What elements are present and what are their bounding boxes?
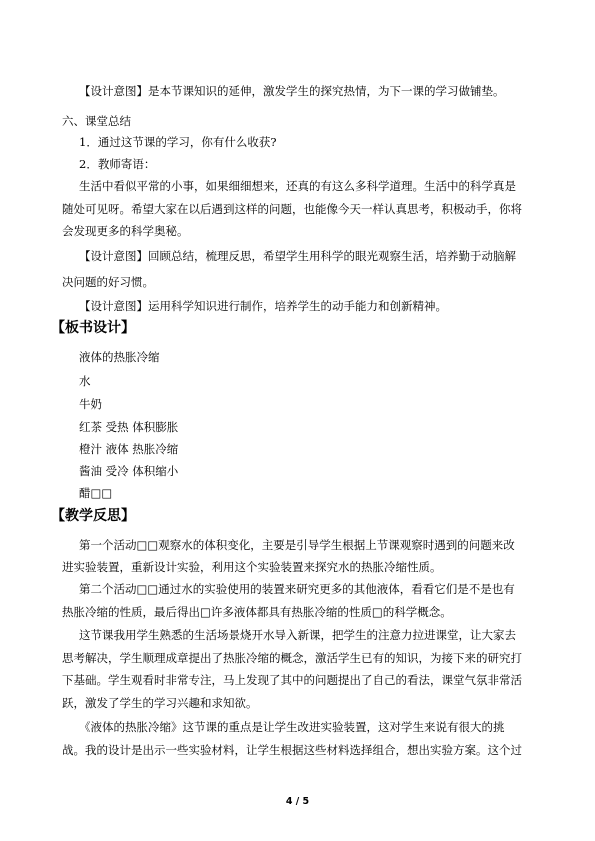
teaching-reflection-heading: 【教学反思】 bbox=[51, 508, 135, 524]
board-line: 橙汁 液体 热胀冷缩 bbox=[79, 442, 179, 456]
text-line: 1．通过这节课的学习，你有什么收获? bbox=[79, 135, 277, 149]
board-line: 酱油 受冷 体积缩小 bbox=[79, 464, 179, 478]
page-number: 4 / 5 bbox=[285, 796, 310, 807]
text-line: 【设计意图】回顾总结，梳理反思，希望学生用科学的眼光观察生活，培养勤于动脑解 bbox=[79, 249, 516, 263]
text-line: 进实验装置，重新设计实验，利用这个实验装置来探究水的热胀冷缩性质。 bbox=[62, 560, 442, 574]
text-line: 会发现更多的科学奥秘。 bbox=[62, 224, 189, 238]
text-line: 第二个活动□□通过水的实验使用的装置来研究更多的其他液体，看看它们是不是也有 bbox=[79, 582, 515, 596]
board-line: 水 bbox=[79, 374, 91, 388]
board-line: 红茶 受热 体积膨胀 bbox=[79, 420, 179, 434]
text-line: 这节课我用学生熟悉的生活场景烧开水导入新课，把学生的注意力拉进课堂，让大家去 bbox=[79, 628, 516, 642]
text-line: 【设计意图】是本节课知识的延伸，激发学生的探究热情，为下一课的学习做铺垫。 bbox=[79, 84, 505, 98]
text-line: 决问题的好习惯。 bbox=[62, 275, 154, 289]
text-line: 热胀冷缩的性质，最后得出□许多液体都具有热胀冷缩的性质□的科学概念。 bbox=[62, 605, 452, 619]
text-line: 【设计意图】运用科学知识进行制作，培养学生的动手能力和创新精神。 bbox=[79, 299, 447, 313]
text-line: 《液体的热胀冷缩》这节课的重点是让学生改进实验装置，这对学生来说有很大的挑 bbox=[79, 720, 505, 734]
text-line: 跃，激发了学生的学习兴趣和求知欲。 bbox=[62, 696, 258, 710]
board-design-heading: 【板书设计】 bbox=[51, 320, 135, 336]
board-line: 液体的热胀冷缩 bbox=[79, 350, 160, 364]
text-line: 随处可见呀。希望大家在以后遇到这样的问题，也能像今天一样认真思考，积极动手，你将 bbox=[62, 202, 522, 216]
board-line: 醋□□ bbox=[79, 486, 113, 500]
board-line: 牛奶 bbox=[79, 397, 102, 411]
text-line: 战。我的设计是出示一些实验材料，让学生根据这些材料选择组合，想出实验方案。这个过 bbox=[62, 743, 522, 757]
text-line: 第一个活动□□观察水的体积变化，主要是引导学生根据上节课观察时遇到的问题来改 bbox=[79, 538, 515, 552]
text-line: 下基础。学生观看时非常专注，马上发现了其中的问题提出了自己的看法，课堂气氛非常活 bbox=[62, 673, 522, 687]
text-line: 生活中看似平常的小事，如果细细想来，还真的有这么多科学道理。生活中的科学真是 bbox=[79, 179, 516, 193]
text-line: 2．教师寄语： bbox=[79, 157, 156, 171]
section-heading: 六、课堂总结 bbox=[62, 114, 131, 128]
text-line: 思考解决，学生顺理成章提出了热胀冷缩的概念，激活学生已有的知识，为接下来的研究打 bbox=[62, 651, 522, 665]
